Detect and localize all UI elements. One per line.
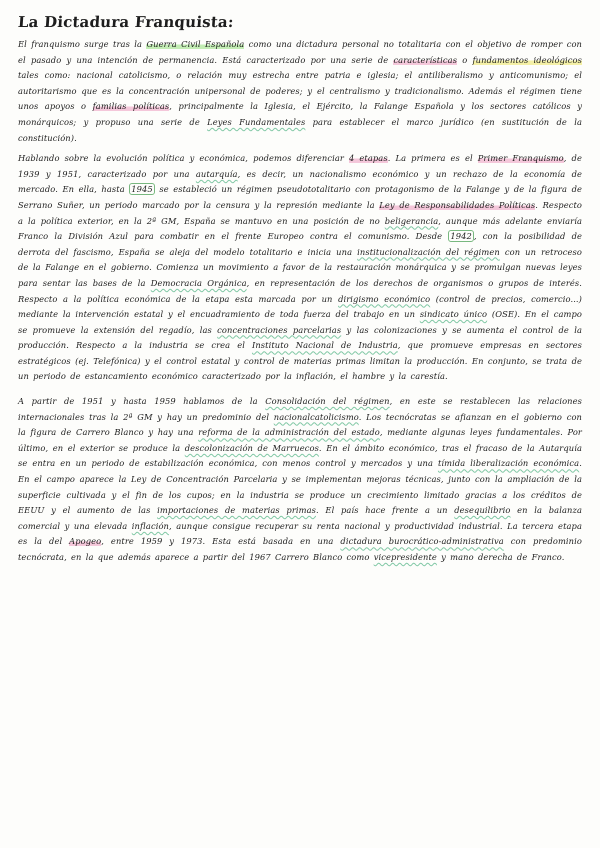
text-run: con predominio tecnócrata, en la que además aparece a partir del 1967 Carrero Blanco como <box>18 536 582 562</box>
highlighted-term: descolonización de Marruecos <box>184 442 319 453</box>
highlighted-term: importaciones de materias primas <box>157 505 317 516</box>
highlighted-term: tímida liberalización económica <box>437 458 580 469</box>
highlighted-term: Instituto Nacional de Industria <box>251 340 398 351</box>
text-run: . Los tecnócratas se afianzan en el gobierno con la figura de Carrero Blanco y hay una <box>18 411 582 438</box>
highlighted-term: Apogeo <box>69 536 102 547</box>
highlighted-term: Leyes Fundamentales <box>207 116 306 127</box>
page-title: La Dictadura Franquista: <box>17 13 235 31</box>
text-run: . En el ámbito económico, tras el fracaso de la Autarquía se entra en un periodo de estabilización económica, con menos control y mercados y una <box>18 442 582 469</box>
highlighted-term: fundamentos ideológicos <box>472 54 582 65</box>
text-run: (control de precios, comercio...) mediante la intervención estatal y el encuadramiento de toda fuerza del trabajo en un <box>18 293 583 320</box>
highlighted-term: nacionalcatolicismo <box>273 411 359 422</box>
text-run: , aunque consigue recuperar su renta nacional y productividad industrial. La tercera etapa es la del <box>18 520 583 547</box>
text-run: , de 1939 y 1951, caracterizado por una <box>18 153 582 179</box>
text-run: , que promueve empresas en sectores estratégicos (ej. Telefónica) y el control estatal y control de materias primas limitan la producción. En conjunto, se trata de un periodo de estancamiento económico caracterizado por la inflación, el hambre y la carestía. <box>18 340 582 382</box>
highlighted-term: 1942 <box>450 231 472 242</box>
highlighted-term: familias políticas <box>92 101 170 112</box>
highlighted-term: Guerra Civil Española <box>146 39 245 49</box>
text-run: . En el campo aparece la Ley de Concentración Parcelaria y se implementan mejoras técnicas, junto con la ampliación de la superficie cultivada y el fin de los cupos; en la industria se produce un crecimiento limitado gracias a los créditos de EEUU y el aumento de las <box>18 458 582 516</box>
highlighted-term: autarquía <box>195 168 238 179</box>
highlighted-term: Ley de Responsabilidades Políticas <box>379 199 536 210</box>
paragraph-consolidacion-apogeo <box>18 388 582 566</box>
text-run: , entre 1959 y 1973. Esta está basada en una <box>101 536 341 547</box>
text-run: , en este se restablecen las relaciones internacionales tras la 2ª GM y hay un predominio del <box>18 396 582 422</box>
text-run: . Respecto a la política exterior, en la 2ª GM, España se mantuvo en una posición de no <box>18 199 582 226</box>
text-run: y mano derecha de Franco. <box>436 552 565 562</box>
highlighted-term: Primer Franquismo <box>477 153 564 164</box>
highlighted-term: beligerancia <box>384 215 439 226</box>
text-run: , mediante algunas leyes fundamentales. Por último, en el exterior se produce la <box>18 427 582 453</box>
highlighted-term: 4 etapas <box>348 153 388 164</box>
text-run: , es decir, un nacionalismo económico y un rechazo de la economía de mercado. En ella, hasta <box>18 168 582 195</box>
highlighted-term: dictadura burocrático-administrativa <box>340 536 504 547</box>
highlighted-term: vicepresidente <box>373 552 437 562</box>
text-run: con un retroceso de la Falange en el gobierno. Comienza un movimiento a favor de la restauración monárquica y se promulgan nuevas leyes para sentar las bases de la <box>18 246 582 288</box>
text-run: en la balanza comercial y una elevada <box>18 505 582 531</box>
text-run: A partir de 1951 y hasta 1959 hablamos de la <box>18 396 266 407</box>
text-run: , principalmente la Iglesia, el Ejército, la Falange Española y los sectores católicos y monárquicos; y propuso una serie de <box>18 101 582 127</box>
text-run: como una dictadura personal no totalitaria con el objetivo de romper con el pasado y una intención de permanencia. Está caracterizado por una serie de <box>18 39 582 65</box>
text-run: El franquismo surge tras la <box>18 39 147 49</box>
text-run: y las colonizaciones y se aumenta el control de la producción. Respecto a la industria se crea el <box>18 324 583 351</box>
text-run: Hablando sobre la evolución política y económica, podemos diferenciar <box>18 153 349 164</box>
text-run: . La primera es el <box>387 153 478 164</box>
highlighted-term: institucionalización del régimen <box>357 246 500 257</box>
text-run: . El país hace frente a un <box>316 505 455 516</box>
highlighted-term: sindicato único <box>419 309 488 320</box>
paragraph-primer-franquismo <box>18 149 582 385</box>
text-run: para establecer el marco jurídico (en sustitución de la constitución). <box>18 116 582 143</box>
highlighted-term: inflación <box>131 520 170 531</box>
highlighted-term: desequilibrio <box>454 505 511 516</box>
highlighted-term: dirigismo económico <box>338 293 431 304</box>
text-run: , aunque más adelante enviaría Franco la División Azul para combatir en el frente Europeo contra el comunismo. Desde <box>18 215 583 242</box>
text-run: o <box>457 54 473 65</box>
text-run: , en representación de los derechos de organismos o grupos de interés. Respecto a la política económica de la etapa esta marcada por un <box>18 277 583 304</box>
highlighted-term: Consolidación del régimen <box>265 396 390 407</box>
text-run: se estableció un régimen pseudototalitario con protagonismo de la Falange y de la figura de Serrano Suñer, un periodo marcado por la censura y la represión mediante la <box>18 184 582 210</box>
paragraph-intro <box>18 37 582 146</box>
highlighted-term: características <box>393 54 458 65</box>
text-run: , con la posibilidad de derrota del fascismo, España se aleja del modelo totalitario e inicia una <box>18 231 582 257</box>
highlighted-term: concentraciones parcelarias <box>217 324 342 335</box>
text-run: tales como: nacional catolicismo, o relación muy estrecha entre patria e iglesia; el antiliberalismo y anticomunismo; el autoritarismo que es la concentración unipersonal de poderes; y el centralismo y tradicionalismo. Además el régimen tiene unos apoyos o <box>18 70 582 112</box>
highlighted-term: reforma de la administración del estado <box>198 427 380 438</box>
highlighted-term: Democracia Orgánica <box>150 277 247 288</box>
highlighted-term: 1945 <box>131 184 153 195</box>
text-run: (OSE). En el campo se promueve la extensión del regadío, las <box>18 309 582 335</box>
